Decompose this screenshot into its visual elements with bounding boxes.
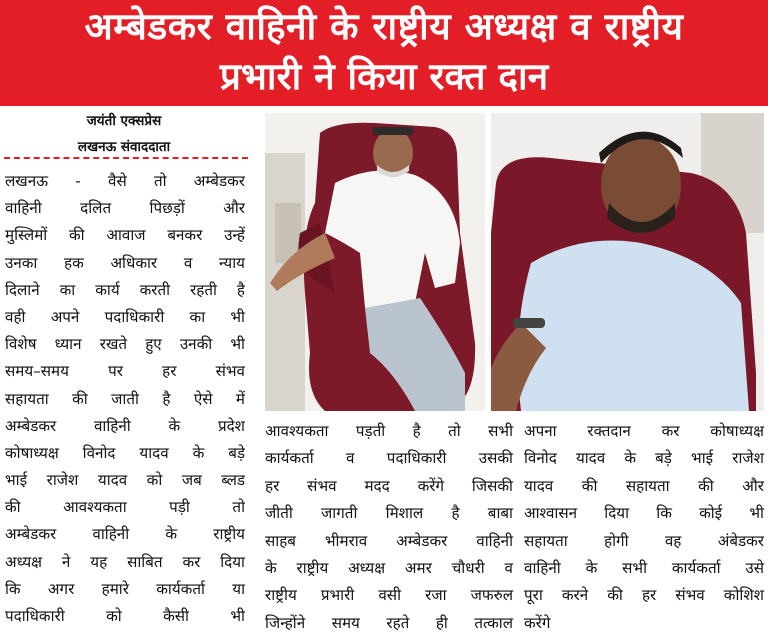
article-line: आश्वासन दिया कि कोई भी <box>524 504 764 523</box>
article-column-1 <box>5 168 245 634</box>
article-line: कोषाध्यक्ष विनोद यादव के बड़े <box>5 443 245 462</box>
article-line: समय–समय पर हर संभव <box>5 362 245 381</box>
article-line: पूरा करने की हर संभव कोशिश <box>524 586 764 605</box>
article-line: कार्यकर्ता व पदाधिकारी उसकी <box>265 449 513 468</box>
article-line: हर संभव मदद करेंगे जिसकी <box>265 476 513 495</box>
article-line: सहायता होगी वह अंबेडकर <box>524 531 764 550</box>
photo-blood-donor-2 <box>491 113 764 411</box>
article-line: जिन्होंने समय रहते ही तत्काल <box>265 613 513 632</box>
article-line: करेंगे <box>524 613 551 632</box>
article-line: कि अगर हमारे कार्यकर्ता या <box>5 579 245 598</box>
reporter-credit: लखनऊ संवाददाता <box>77 139 171 155</box>
article-line: पदाधिकारी को कैसी भी <box>5 607 245 625</box>
article-line: विशेष ध्यान रखते हुए उनकी भी <box>5 335 245 354</box>
article-line: वाहिनी दलित पिछड़ों और <box>5 199 245 218</box>
article-line: विनोद यादव के बड़े भाई राजेश <box>524 449 764 468</box>
article-line: की आवश्यकता पड़ी तो <box>5 498 245 517</box>
article-line: वाहिनी के सभी कार्यकर्ता उसे <box>524 558 764 577</box>
article-line: यादव की सहायता की और <box>524 476 764 495</box>
dashed-divider <box>4 157 248 159</box>
article-line: उनका हक अधिकार व न्याय <box>5 253 245 272</box>
article-line: अम्बेडकर वाहिनी के राष्ट्रीय <box>5 525 245 544</box>
headline-line-2: प्रभारी ने किया रक्त दान <box>219 55 549 98</box>
article-line: भाई राजेश यादव को जब ब्लड <box>5 471 245 490</box>
article-line: जीती जागती मिशाल है बाबा <box>265 504 513 523</box>
article-line: अपना रक्तदान कर कोषाध्यक्ष <box>524 422 764 440</box>
article-line: वही अपने पदाधिकारी का भी <box>5 307 245 326</box>
article-column-3 <box>524 418 764 637</box>
article-line: राष्ट्रीय प्रभारी वसी रजा जफरुल <box>265 586 513 605</box>
article-line: दिलाने का कार्य करती रहती है <box>5 280 245 299</box>
article-line: सहायता की जाती है ऐसे में <box>5 389 245 408</box>
article-line: अम्बेडकर वाहिनी के प्रदेश <box>5 416 245 435</box>
article-line: साहब भीमराव अम्बेडकर वाहिनी <box>265 531 513 550</box>
headline-line-1: अम्बेडकर वाहिनी के राष्ट्रीय अध्यक्ष व राष्ट्रीय <box>84 5 684 48</box>
article-line: के राष्ट्रीय अध्यक्ष अमर चौधरी व <box>265 558 513 577</box>
photo-blood-donor-1 <box>265 113 485 411</box>
article-line: मुस्लिमों की आवाज बनकर उन्हें <box>5 226 245 245</box>
article-line: लखनऊ - वैसे तो अम्बेडकर <box>5 172 245 190</box>
article-column-2 <box>265 418 513 637</box>
newspaper-name: जयंती एक्सप्रेस <box>86 113 162 129</box>
article-line: आवश्यकता पड़ती है तो सभी <box>265 422 513 440</box>
headline-banner <box>0 0 768 106</box>
article-line: अध्यक्ष ने यह साबित कर दिया <box>5 552 245 571</box>
